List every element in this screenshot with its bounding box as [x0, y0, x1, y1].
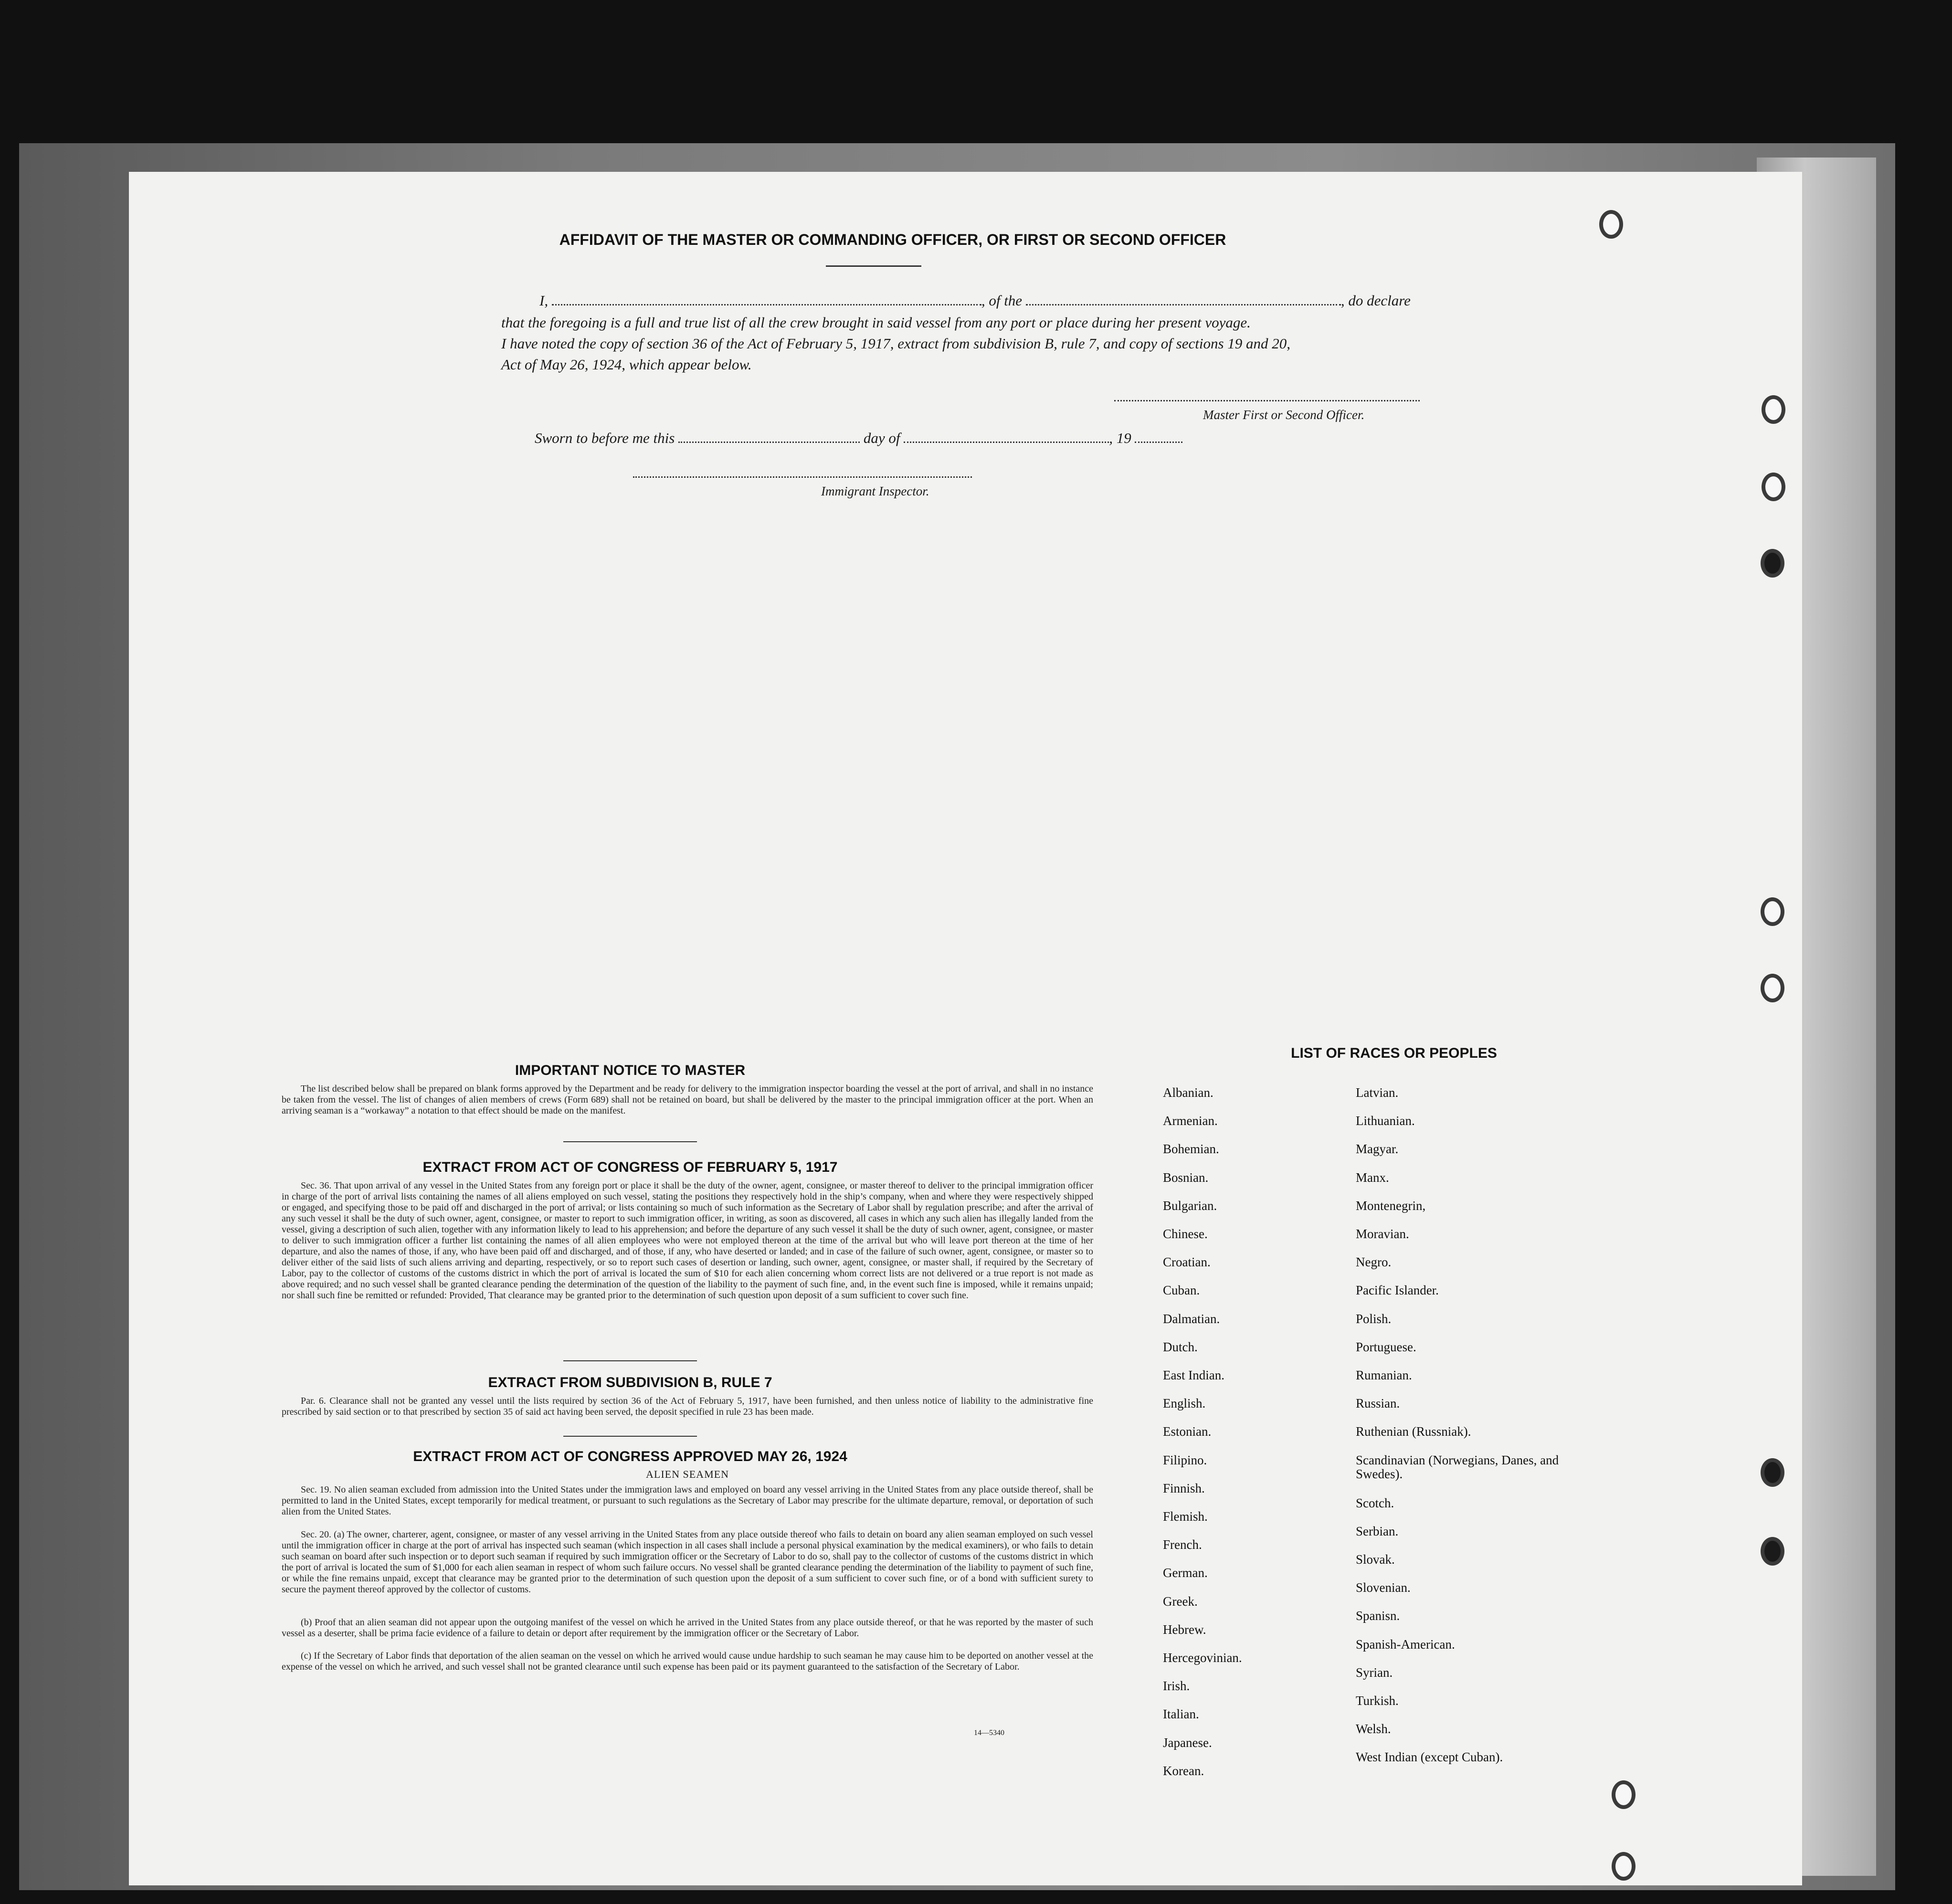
affidavit-line-2: that the foregoing is a full and true list of all the crew brought in said vessel from any port or place during her present voyage. — [501, 314, 1251, 331]
race-item: Finnish. — [1163, 1481, 1205, 1495]
sworn-before-label: Sworn to before me this — [535, 430, 675, 446]
notice-divider — [563, 1141, 697, 1142]
master-signature-label: Master First or Second Officer. — [1203, 408, 1365, 422]
race-item: Cuban. — [1163, 1283, 1200, 1298]
race-item: Spanisn. — [1356, 1609, 1400, 1623]
race-item: Japanese. — [1163, 1735, 1212, 1750]
race-item: Pacific Islander. — [1356, 1283, 1439, 1298]
binder-hole-5 — [1761, 897, 1784, 926]
race-item: Dalmatian. — [1163, 1311, 1220, 1326]
race-item: Albanian. — [1163, 1085, 1213, 1100]
race-item: Latvian. — [1356, 1085, 1399, 1100]
extract-1924-sec20c: (c) If the Secretary of Labor finds that deportation of the alien seaman on the vessel on which he arrived would cause undue hardship to such seaman he may cause him to be deported on another vessel at the expense of the vessel on which he arrived, and such vessel shall not be granted clearance until such expense has been paid or its payment guaranteed to the satisfaction of the Secretary of Labor. — [282, 1651, 1093, 1672]
race-item: Italian. — [1163, 1707, 1199, 1722]
binder-hole-10 — [1612, 1852, 1635, 1881]
affidavit-i: I, — [539, 292, 549, 309]
race-item: Flemish. — [1163, 1509, 1208, 1524]
race-item: Russian. — [1356, 1396, 1400, 1411]
races-right-column — [1356, 1079, 1566, 1772]
affidavit-line-3: I have noted the copy of section 36 of the Act of February 5, 1917, extract from subdivision B, rule 7, and copy of sections 19 and 20, — [501, 335, 1291, 352]
vessel-name-field[interactable] — [1026, 304, 1341, 305]
race-item: Greek. — [1163, 1594, 1198, 1609]
binder-hole-4 — [1761, 549, 1784, 578]
binder-hole-2 — [1762, 395, 1785, 424]
race-item: Filipino. — [1163, 1452, 1207, 1467]
race-item: Serbian. — [1356, 1524, 1399, 1538]
extract-1924-sec20b: (b) Proof that an alien seaman did not appear upon the outgoing manifest of the vessel on which he arrived in the United States from any place outside thereof, or that he was reported by the master of such vessel as a deserter, shall be prima facie evidence of a failure to detain or deport after requirement by the immigration officer or the Secretary of Labor. — [282, 1617, 1093, 1639]
master-name-field[interactable] — [552, 304, 981, 305]
affidavit-title: AFFIDAVIT OF THE MASTER OR COMMANDING OFFICER, OR FIRST OR SECOND OFFICER — [559, 231, 1226, 248]
binder-hole-3 — [1762, 473, 1785, 501]
inspector-signature-label: Immigrant Inspector. — [821, 484, 929, 498]
race-item: Irish. — [1163, 1679, 1190, 1694]
binder-hole-6 — [1761, 974, 1784, 1002]
race-item: Montenegrin, — [1356, 1198, 1426, 1213]
race-item: English. — [1163, 1396, 1206, 1411]
race-item: Welsh. — [1356, 1722, 1391, 1736]
race-item: Bulgarian. — [1163, 1198, 1217, 1213]
affidavit-do-declare: , do declare — [1340, 292, 1411, 309]
extract-1924-sec19: Sec. 19. No alien seaman excluded from admission into the United States under the immigration laws and employed on board any vessel arriving in the United States from any place outside thereof, shall be permitted to land in the United States, except temporarily for medical treatment, or pursuant to such regulations as the Secretary of Labor may prescribe for the ultimate departure, removal, or deportation of such alien from the United States. — [282, 1484, 1093, 1517]
inspector-signature-line[interactable] — [633, 476, 972, 478]
race-item: Portuguese. — [1356, 1339, 1416, 1354]
race-item: West Indian (except Cuban). — [1356, 1750, 1503, 1765]
year-prefix-label: , 19 — [1109, 430, 1131, 446]
race-item: Spanish-American. — [1356, 1637, 1455, 1652]
day-of-label: day of — [863, 430, 900, 446]
race-item: German. — [1163, 1566, 1208, 1580]
affidavit-line-4: Act of May 26, 1924, which appear below. — [501, 356, 752, 373]
race-item: Chinese. — [1163, 1227, 1208, 1241]
race-item: Croatian. — [1163, 1255, 1211, 1270]
race-item: Negro. — [1356, 1255, 1392, 1270]
binder-hole-8 — [1761, 1537, 1784, 1566]
affidavit-of-the: , of the — [981, 292, 1023, 309]
master-signature-line[interactable] — [1114, 400, 1420, 401]
extract-rule7-divider — [563, 1436, 697, 1437]
race-item: Bosnian. — [1163, 1170, 1209, 1185]
race-item: Estonian. — [1163, 1424, 1212, 1439]
race-item: Manx. — [1356, 1170, 1389, 1185]
extract-1924-title: EXTRACT FROM ACT OF CONGRESS APPROVED MAY 26, 1924 — [413, 1449, 847, 1464]
race-item: Bohemian. — [1163, 1142, 1219, 1157]
affidavit-line-1 — [539, 292, 1566, 309]
race-item: Rumanian. — [1356, 1368, 1412, 1383]
affidavit-title-rule — [826, 265, 921, 267]
race-item: Slovenian. — [1356, 1580, 1411, 1595]
race-item: Syrian. — [1356, 1665, 1393, 1680]
extract-rule7-title: EXTRACT FROM SUBDIVISION B, RULE 7 — [488, 1375, 772, 1390]
races-title: LIST OF RACES OR PEOPLES — [1291, 1045, 1497, 1061]
race-item: Lithuanian. — [1356, 1114, 1415, 1128]
extract-1917-text: Sec. 36. That upon arrival of any vessel in the United States from any foreign port or place it shall be the duty of the owner, agent, consignee, or master thereof to deliver to the principal immigration officer in charge of the port of arrival lists containing the names of all aliens employed on such vessel, stating the positions they respectively hold in the ship’s company, when and where they were respectively shipped or engaged, and specifying those to be paid off and discharged in the port of arrival; or lists containing so much of such information as the Secretary of Labor shall by regulation prescribe; and after the arrival of any such vessel it shall be the duty of such owner, agent, consignee, or master to report to such immigration officer, in writing, as soon as discovered, all cases in which any such alien has illegally landed from the vessel, giving a description of such alien, together with any information likely to lead to his apprehension; and before the departure of any such vessel it shall be the duty of such owner, agent, consignee, or master to deliver to such immigration officer a further list containing the names of all alien employees who were not employed thereon at the time of the arrival but who will leave port thereon at the time of her departure, and also the names of those, if any, who have been paid off and discharged, and of those, if any, who have deserted or landed; and in case of the failure of such owner, agent, consignee, or master so to deliver either of the said lists of such aliens arriving and departing, respectively, or so to report such cases of desertion or landing, such owner, agent, consignee, or master shall, if required by the Secretary of Labor, pay to the collector of customs of the customs district in which the port of arrival is located the sum of $10 for each alien concerning whom correct lists are not delivered or a true report is not made as above required; and no such vessel shall be granted clearance pending the determination of the question of the liability to the payment of such fine, and, in the event such fine is imposed, while it remains unpaid; nor shall such fine be remitted or refunded: Provided, That clearance may be granted prior to the determination of such question upon deposit of a sum sufficient to cover such fine. — [282, 1180, 1093, 1301]
sworn-year-field[interactable] — [1135, 442, 1182, 443]
race-item: Scandinavian (Norwegians, Danes, and Swedes). — [1356, 1452, 1559, 1481]
extract-rule7-text: Par. 6. Clearance shall not be granted any vessel until the lists required by section 36 of the Act of February 5, 1917, have been furnished, and then unless notice of liability to the administrative fine prescribed by said section or to that prescribed by section 35 of said act having been served, the deposit specified in rule 23 has been made. — [282, 1396, 1093, 1417]
race-item: Hebrew. — [1163, 1622, 1206, 1637]
race-item: Armenian. — [1163, 1114, 1218, 1128]
race-item: Magyar. — [1356, 1142, 1399, 1157]
extract-1917-divider — [563, 1360, 697, 1361]
binder-hole-9 — [1612, 1780, 1635, 1809]
race-item: Dutch. — [1163, 1339, 1198, 1354]
race-item: Ruthenian (Russniak). — [1356, 1424, 1471, 1439]
race-item: East Indian. — [1163, 1368, 1224, 1383]
sworn-line — [535, 430, 1182, 447]
race-item: Moravian. — [1356, 1227, 1409, 1241]
extract-1917-title: EXTRACT FROM ACT OF CONGRESS OF FEBRUARY 5, 1917 — [422, 1159, 838, 1175]
race-item: Polish. — [1356, 1311, 1392, 1326]
race-item: Hercegovinian. — [1163, 1651, 1242, 1665]
extract-1924-sec20a: Sec. 20. (a) The owner, charterer, agent, consignee, or master of any vessel arriving in the United States from any place outside thereof who fails to detain on board any alien seaman employed on such vessel until the immigration officer in charge at the port of arrival has inspected such seaman (which inspection in all cases shall include a personal physical examination by the medical examiners), or who fails to detain such seaman on board after such inspection or to deport such seaman if required by such immigration officer or the Secretary of Labor to do so, shall pay to the collector of customs of the customs district in which the port of arrival is located the sum of $1,000 for each alien seaman in respect of whom such failure occurs. No vessel shall be granted clearance pending the determination of the liability to payment of such fine, or while the fine remains unpaid, except that clearance may be granted prior to the determination of such question upon the deposit of a sum sufficient to cover such fine, or of a bond with sufficient surety to secure the payment thereof approved by the collector of customs. — [282, 1529, 1093, 1595]
notice-title: IMPORTANT NOTICE TO MASTER — [515, 1062, 746, 1078]
race-item: Korean. — [1163, 1763, 1204, 1778]
race-item: Scotch. — [1356, 1495, 1394, 1510]
manifest-page-back — [129, 172, 1802, 1885]
sworn-day-field[interactable] — [678, 442, 860, 443]
race-item: Slovak. — [1356, 1552, 1395, 1567]
race-item: Turkish. — [1356, 1694, 1399, 1708]
sworn-month-field[interactable] — [904, 442, 1109, 443]
race-item: French. — [1163, 1537, 1202, 1552]
notice-text: The list described below shall be prepared on blank forms approved by the Department and be ready for delivery to the immigration inspector boarding the vessel at the port of arrival, and shall in no instance be taken from the vessel. The list of changes of alien members of crews (Form 689) shall not be retained on board, but shall be delivered by the master to the principal immigration officer at the port. When an arriving seaman is a “workaway” a notation to that effect should be made on the manifest. — [282, 1083, 1093, 1116]
binder-hole-7 — [1761, 1458, 1784, 1487]
extract-1924-subtitle: ALIEN SEAMEN — [646, 1468, 729, 1480]
races-left-column — [1163, 1079, 1344, 1785]
form-number: 14—5340 — [974, 1729, 1004, 1737]
